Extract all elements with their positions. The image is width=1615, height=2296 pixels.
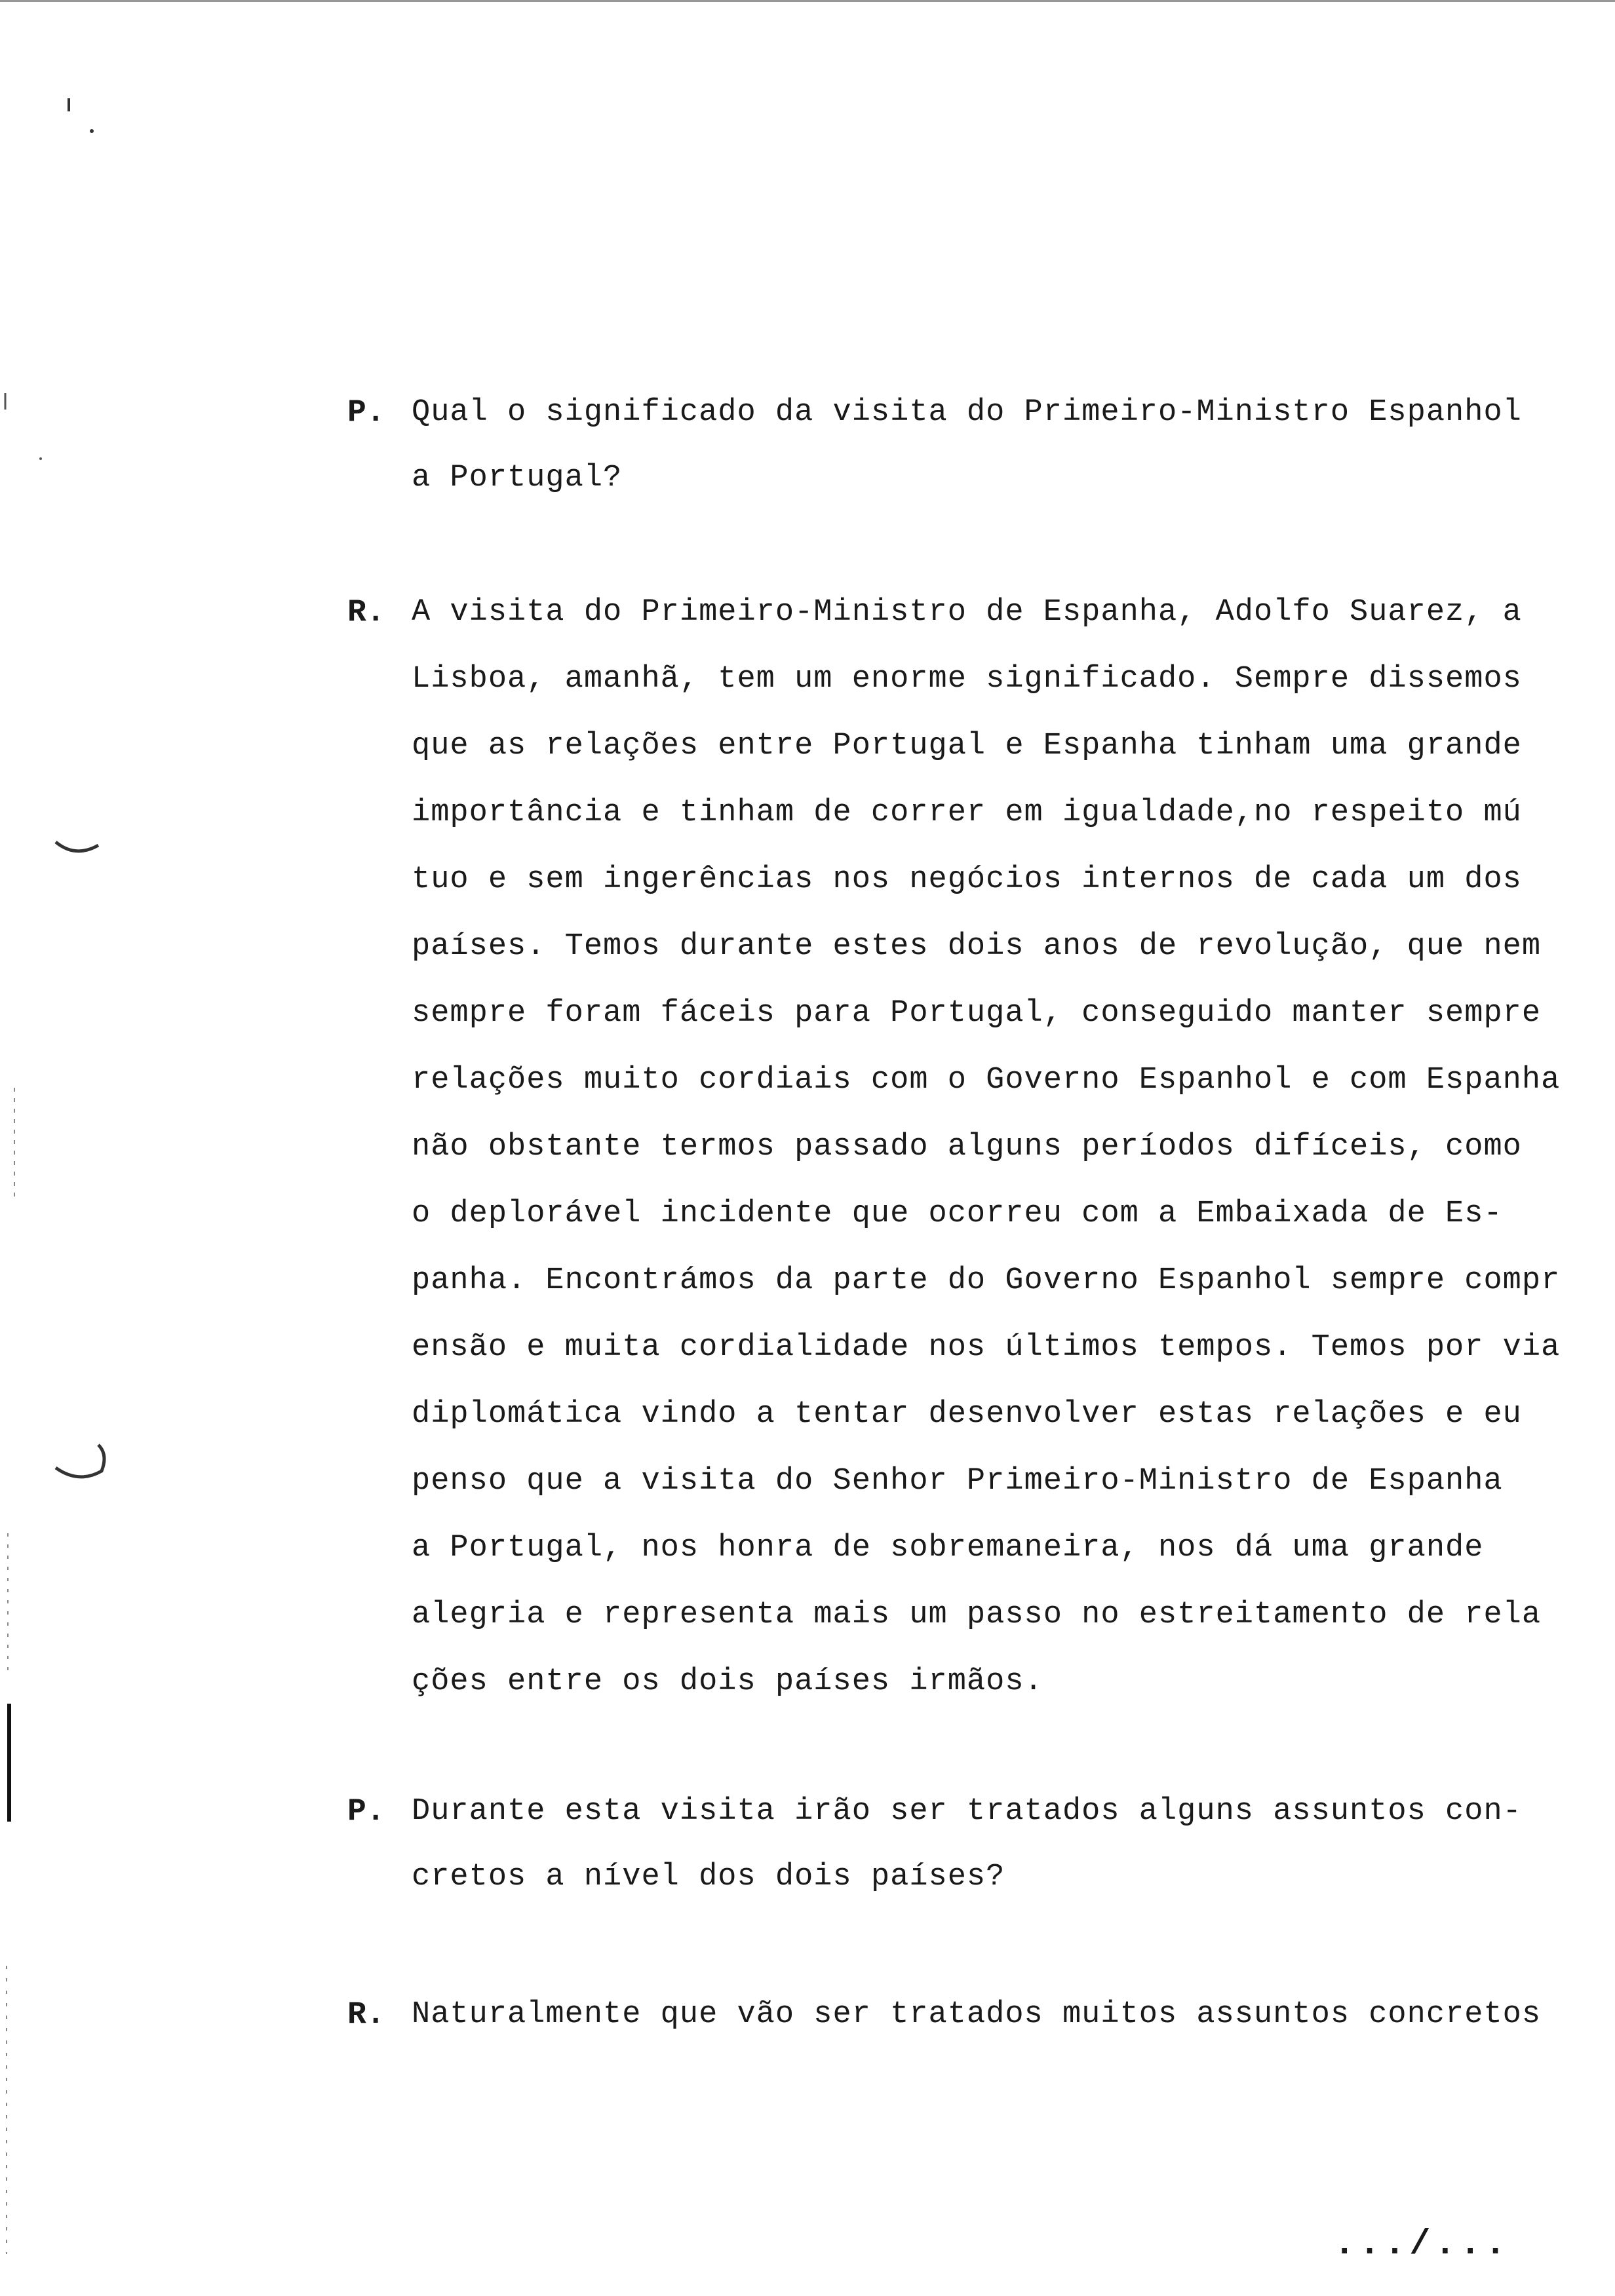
text-line: a Portugal, nos honra de sobremaneira, nos dá uma grande: [412, 1531, 1484, 1565]
text-line: ções entre os dois países irmãos.: [412, 1664, 1043, 1699]
text-line: ensão e muita cordialidade nos últimos tempos. Temos por via: [412, 1330, 1561, 1365]
text-line: A visita do Primeiro-Ministro de Espanha, Adolfo Suarez, a: [412, 595, 1522, 630]
text-line: importância e tinham de correr em igualdade,no respeito mú: [412, 795, 1522, 830]
text-line: Durante esta visita irão ser tratados alguns assuntos con-: [412, 1794, 1522, 1829]
text-line: tuo e sem ingerências nos negócios internos de cada um dos: [412, 862, 1522, 897]
answer-marker: R.: [347, 1997, 385, 2033]
text-line: panha. Encontrámos da parte do Governo Espanhol sempre compr: [412, 1263, 1561, 1298]
text-line: penso que a visita do Senhor Primeiro-Ministro de Espanha: [412, 1464, 1503, 1499]
text-line: Qual o significado da visita do Primeiro-Ministro Espanhol: [412, 395, 1522, 430]
text-line: o deplorável incidente que ocorreu com a Embaixada de Es-: [412, 1196, 1503, 1231]
text-line: relações muito cordiais com o Governo Espanhol e com Espanha: [412, 1063, 1561, 1098]
text-line: cretos a nível dos dois países?: [412, 1860, 1005, 1894]
text-line: Lisboa, amanhã, tem um enorme significado. Sempre dissemos: [412, 662, 1522, 697]
text-line: que as relações entre Portugal e Espanha tinham uma grande: [412, 729, 1522, 763]
question-marker: P.: [347, 1794, 385, 1829]
continuation-mark: .../...: [1334, 2225, 1510, 2265]
text-line: a Portugal?: [412, 461, 623, 495]
text-line: países. Temos durante estes dois anos de revolução, que nem: [412, 929, 1542, 964]
text-line: sempre foram fáceis para Portugal, conseguido manter sempre: [412, 996, 1542, 1031]
text-line: Naturalmente que vão ser tratados muitos assuntos concretos: [412, 1997, 1542, 2032]
scan-margin-marks: [0, 0, 144, 2296]
top-edge-rule: [0, 0, 1615, 2]
question-marker: P.: [347, 395, 385, 430]
text-line: diplomática vindo a tentar desenvolver estas relações e eu: [412, 1397, 1522, 1432]
text-line: alegria e representa mais um passo no estreitamento de rela: [412, 1598, 1542, 1632]
text-line: não obstante termos passado alguns períodos difíceis, como: [412, 1130, 1522, 1164]
answer-marker: R.: [347, 595, 385, 630]
